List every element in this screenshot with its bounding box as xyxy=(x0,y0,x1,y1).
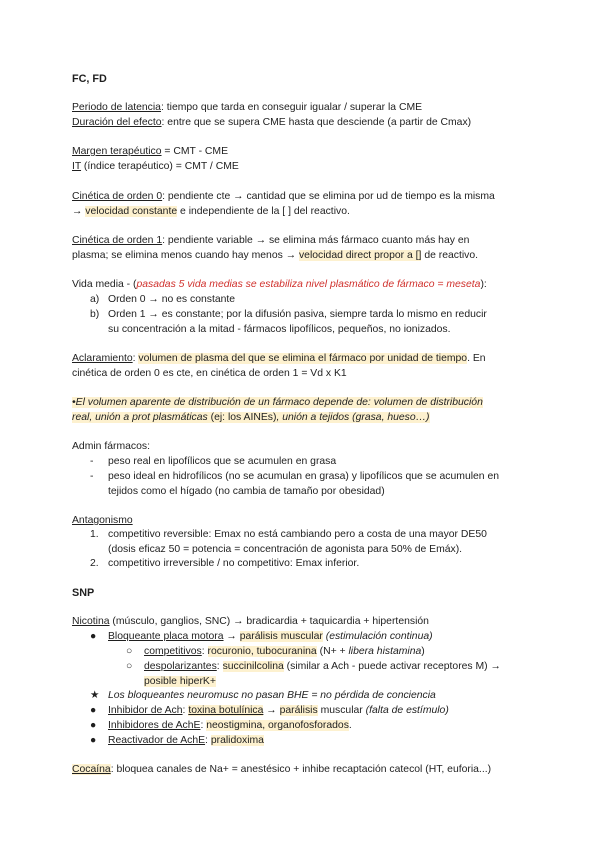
competitive-note: libera histamina xyxy=(348,646,422,657)
depolarizing-colon: : xyxy=(216,661,223,672)
bullet-marker: ● xyxy=(90,735,97,746)
star-note-text: Los bloqueantes neuromusc no pasan BHE = no pérdida de conciencia xyxy=(108,690,436,701)
depolarizing-highlight: succinilcolina xyxy=(222,661,284,672)
ach-inhibitor-line xyxy=(90,704,449,718)
ache-reactivator-highlight: pralidoxima xyxy=(210,735,264,746)
admin-item-2 xyxy=(90,470,499,484)
half-life-line xyxy=(72,278,487,292)
duration-def: : entre que se supera CME hasta que desciende (a partir de Cmax) xyxy=(161,117,472,128)
k0-text-1: : pendiente cte → cantidad que se elimina por ud de tiempo es la misma xyxy=(162,191,495,202)
ache-inhibitors-line xyxy=(90,719,352,733)
margin-line xyxy=(72,145,228,159)
antagonism-title: Antagonismo xyxy=(72,515,133,526)
half-life-intro: Vida media - ( xyxy=(72,279,137,290)
nicotine-term: Nicotina xyxy=(72,616,110,627)
cocaine-term: Cocaína xyxy=(72,764,111,775)
k1-line-1 xyxy=(72,234,469,248)
admin-item-2-cont: tejidos como el hígado (no cambia de tamaño por obesidad) xyxy=(108,486,385,497)
depolarizing-text: (similar a Ach - puede activar receptores M) → xyxy=(283,661,501,672)
vd-text-1: •El volumen aparente de distribución de un fármaco depende de: volumen de distribución xyxy=(72,397,483,408)
ache-inhibitors-colon: : xyxy=(200,720,207,731)
vd-text-2b: (ej: los AINEs) xyxy=(207,412,277,423)
bullet-marker: ● xyxy=(90,705,97,716)
k0-term: Cinética de orden 0 xyxy=(72,191,163,202)
k0-text-2: e independiente de la [ ] del reactivo. xyxy=(177,206,350,217)
k0-highlight: velocidad constante xyxy=(85,206,178,217)
ach-inhibitor-highlight-2: parálisis xyxy=(279,705,318,716)
heading-snp: SNP xyxy=(72,587,95,599)
duration-term: Duración del efecto xyxy=(72,117,162,128)
list-item-text: peso ideal en hidrofílicos (no se acumulan en grasa) y lipofílicos que se acumulen en xyxy=(108,471,500,482)
half-life-red-note: pasadas 5 vida medias se estabiliza nivel plasmático de fármaco = meseta xyxy=(136,279,481,290)
ach-inhibitor-note: (falta de estímulo) xyxy=(365,705,449,716)
star-note-line xyxy=(90,689,436,703)
circle-marker: ○ xyxy=(126,661,133,672)
blocker-arrow: → xyxy=(223,631,240,642)
half-life-item-a xyxy=(90,293,235,307)
ach-inhibitor-colon: : xyxy=(182,705,189,716)
blocker-line xyxy=(90,630,433,644)
vd-line-2 xyxy=(72,411,430,425)
clearance-line-2: cinética de orden 0 es cte, en cinética de orden 1 = Vd x K1 xyxy=(72,368,347,379)
ach-inhibitor-text: muscular xyxy=(317,705,366,716)
ache-inhibitors-highlight: neostigmina, organofosforados xyxy=(206,720,349,731)
list-item-text: competitivo reversible: Emax no está cambiando pero a costa de una mayor DE50 xyxy=(108,529,487,540)
list-item-text: peso real en lipofílicos que se acumulen en grasa xyxy=(108,456,337,467)
depolarizing-cont-highlight: posible hiperK+ xyxy=(144,676,216,687)
heading-fc-fd: FC, FD xyxy=(72,73,107,85)
list-item-text: Orden 0 → no es constante xyxy=(108,294,236,305)
clearance-term: Aclaramiento xyxy=(72,353,133,364)
blocker-term: Bloqueante placa motora xyxy=(108,631,224,642)
nicotine-text: (músculo, ganglios, SNC) → bradicardia + taquicardia + hipertensión xyxy=(109,616,429,627)
competitive-highlight: rocuronio, tubocuranina xyxy=(207,646,317,657)
blocker-note: (estimulación continua) xyxy=(322,631,433,642)
bullet-marker: ● xyxy=(90,631,97,642)
competitive-colon: : xyxy=(201,646,208,657)
list-marker: - xyxy=(90,471,94,482)
vd-text-2a: real, unión a prot plasmáticas xyxy=(72,412,208,423)
admin-title: Admin fármacos: xyxy=(72,441,150,452)
competitive-line xyxy=(126,645,425,659)
antagonism-item-2 xyxy=(90,557,359,571)
ache-reactivator-colon: : xyxy=(205,735,211,746)
clearance-highlight: volumen de plasma del que se elimina el fármaco por unidad de tiempo xyxy=(138,353,468,364)
duration-line xyxy=(72,116,471,130)
latency-line xyxy=(72,101,422,115)
cocaine-line xyxy=(72,763,491,777)
ach-inhibitor-term: Inhibidor de Ach xyxy=(108,705,183,716)
k1-line-2 xyxy=(72,249,478,263)
antagonism-item-1-cont: (dosis eficaz 50 = potencia = concentración de agonista para 50% de Emáx). xyxy=(108,544,463,555)
clearance-text-1: . En xyxy=(467,353,486,364)
list-marker: a) xyxy=(90,294,100,305)
cocaine-text: : bloquea canales de Na+ = anestésico + inhibe recaptación catecol (HT, euforia...) xyxy=(110,764,492,775)
nicotine-line xyxy=(72,615,429,629)
competitive-text: (N+ + xyxy=(316,646,349,657)
list-marker: b) xyxy=(90,309,100,320)
k0-arrow: → xyxy=(72,206,86,217)
list-marker: 1. xyxy=(90,529,99,540)
latency-term: Periodo de latencia xyxy=(72,102,161,113)
bullet-marker: ● xyxy=(90,720,97,731)
ache-reactivator-line xyxy=(90,734,264,748)
depolarizing-term: despolarizantes xyxy=(144,661,217,672)
k1-text-2: plasma; se elimina menos cuando hay menos → xyxy=(72,250,299,261)
k0-line-1 xyxy=(72,190,495,204)
k1-highlight: velocidad direct propor a [] xyxy=(298,250,422,261)
half-life-item-b xyxy=(90,308,487,322)
k1-text-3: de reactivo. xyxy=(421,250,479,261)
it-term: IT xyxy=(72,161,82,172)
clearance-line-1 xyxy=(72,352,486,366)
depolarizing-cont xyxy=(144,675,216,689)
k1-term: Cinética de orden 1 xyxy=(72,235,163,246)
vd-line-1 xyxy=(72,396,483,410)
k0-line-2 xyxy=(72,205,350,219)
competitive-close: ) xyxy=(421,646,425,657)
ache-reactivator-term: Reactivador de AchE xyxy=(108,735,206,746)
latency-def: : tiempo que tarda en conseguir igualar / superar la CME xyxy=(160,102,423,113)
depolarizing-line xyxy=(126,660,501,674)
competitive-term: competitivos xyxy=(144,646,202,657)
half-life-item-b-cont: su concentración a la mitad - fármacos lipofílicos, pequeños, no ionizados. xyxy=(108,324,451,335)
margin-def: = CMT - CME xyxy=(161,146,229,157)
it-def: (índice terapéutico) = CMT / CME xyxy=(81,161,239,172)
ache-inhibitors-term: Inhibidores de AchE xyxy=(108,720,201,731)
margin-term: Margen terapéutico xyxy=(72,146,162,157)
vd-text-2c: , unión a tejidos (grasa, hueso…) xyxy=(276,412,430,423)
list-item-text: Orden 1 → es constante; por la difusión pasiva, siempre tarda lo mismo en reducir xyxy=(108,309,487,320)
ach-inhibitor-highlight: toxina botulínica xyxy=(188,705,264,716)
k1-text-1: : pendiente variable → se elimina más fármaco cuanto más hay en xyxy=(162,235,470,246)
half-life-close: ): xyxy=(480,279,487,290)
ach-inhibitor-arrow: → xyxy=(263,705,280,716)
it-line xyxy=(72,160,239,174)
ache-inhibitors-end: . xyxy=(348,720,352,731)
star-icon: ★ xyxy=(90,690,100,701)
blocker-highlight: parálisis muscular xyxy=(239,631,323,642)
circle-marker: ○ xyxy=(126,646,133,657)
list-item-text: competitivo irreversible / no competitivo: Emax inferior. xyxy=(108,558,360,569)
list-marker: - xyxy=(90,456,94,467)
antagonism-item-1 xyxy=(90,528,487,542)
list-marker: 2. xyxy=(90,558,99,569)
admin-item-1 xyxy=(90,455,336,469)
clearance-colon: : xyxy=(132,353,139,364)
